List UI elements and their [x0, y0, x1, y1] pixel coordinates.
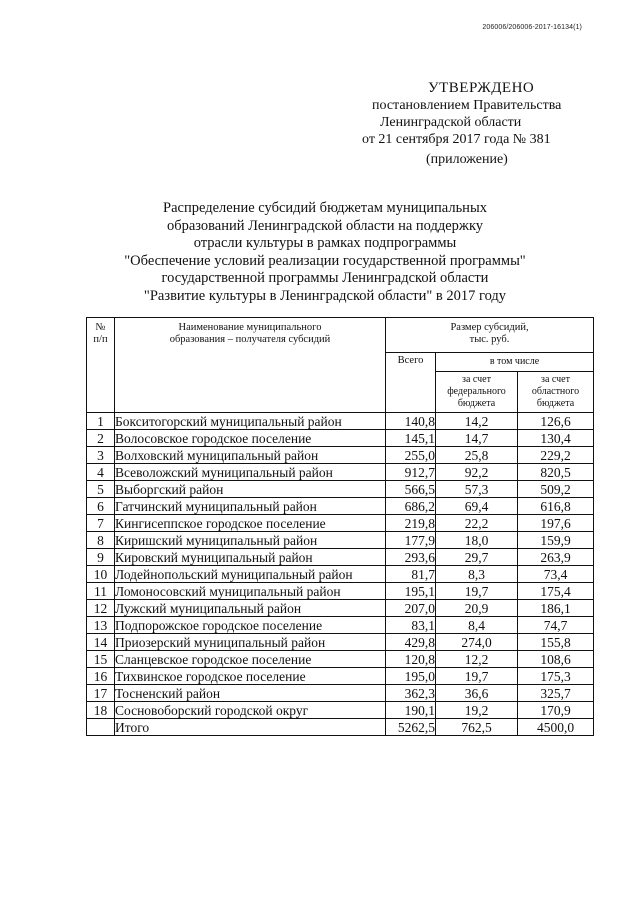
row-regional: 155,8: [518, 634, 594, 651]
table-row: [87, 566, 594, 583]
table-row: [87, 481, 594, 498]
row-total: 912,7: [386, 464, 436, 481]
row-number: 1: [87, 413, 115, 430]
table-row: [87, 583, 594, 600]
table-row: [87, 447, 594, 464]
row-total: 207,0: [386, 600, 436, 617]
row-total: 293,6: [386, 549, 436, 566]
row-federal: 92,2: [436, 464, 518, 481]
row-regional: 73,4: [518, 566, 594, 583]
row-federal: 57,3: [436, 481, 518, 498]
row-regional: 325,7: [518, 685, 594, 702]
row-federal: 8,4: [436, 617, 518, 634]
row-federal: 20,9: [436, 600, 518, 617]
heading-line: образований Ленинградской области на поддержку: [166, 217, 484, 234]
row-municipality: Выборгский район: [115, 481, 386, 498]
row-number: 13: [87, 617, 115, 634]
row-number: 16: [87, 668, 115, 685]
header-total: Всего: [386, 353, 436, 413]
row-total: 195,1: [386, 583, 436, 600]
row-municipality: Лужский муниципальный район: [115, 600, 386, 617]
row-number: 7: [87, 515, 115, 532]
header-number: № п/п: [87, 318, 115, 413]
document-heading: [80, 200, 570, 305]
row-federal: 29,7: [436, 549, 518, 566]
heading-line: "Развитие культуры в Ленинградской области" в 2017 году: [143, 287, 507, 304]
row-municipality: Тосненский район: [115, 685, 386, 702]
total-federal: 762,5: [436, 719, 518, 736]
row-federal: 12,2: [436, 651, 518, 668]
row-total: 177,9: [386, 532, 436, 549]
row-total: 686,2: [386, 498, 436, 515]
row-number: 12: [87, 600, 115, 617]
row-total: 190,1: [386, 702, 436, 719]
table-row: [87, 702, 594, 719]
row-number: 5: [87, 481, 115, 498]
row-federal: 22,2: [436, 515, 518, 532]
row-total: 140,8: [386, 413, 436, 430]
table-row: [87, 617, 594, 634]
row-regional: 175,3: [518, 668, 594, 685]
row-municipality: Подпорожское городское поселение: [115, 617, 386, 634]
row-federal: 8,3: [436, 566, 518, 583]
row-federal: 274,0: [436, 634, 518, 651]
row-municipality: Тихвинское городское поселение: [115, 668, 386, 685]
table-row: [87, 651, 594, 668]
table-row: [87, 532, 594, 549]
row-regional: 509,2: [518, 481, 594, 498]
row-number: 10: [87, 566, 115, 583]
subsidy-table: [86, 317, 594, 736]
row-number: 8: [87, 532, 115, 549]
row-municipality: Гатчинский муниципальный район: [115, 498, 386, 515]
table-row: [87, 600, 594, 617]
row-federal: 18,0: [436, 532, 518, 549]
row-regional: 616,8: [518, 498, 594, 515]
approval-line-3: от 21 сентября 2017 года № 381: [362, 132, 551, 147]
approval-line-4: (приложение): [426, 152, 508, 167]
row-municipality: Кировский муниципальный район: [115, 549, 386, 566]
row-number: 18: [87, 702, 115, 719]
row-total: 120,8: [386, 651, 436, 668]
table-row: [87, 464, 594, 481]
header-municipality: Наименование муниципального образования – получателя субсидий: [115, 318, 386, 413]
row-number: 14: [87, 634, 115, 651]
row-number: 2: [87, 430, 115, 447]
table-row: [87, 549, 594, 566]
table-row: [87, 515, 594, 532]
row-total: 566,5: [386, 481, 436, 498]
row-regional: 159,9: [518, 532, 594, 549]
row-municipality: Киришский муниципальный район: [115, 532, 386, 549]
approval-line-2: Ленинградской области: [380, 115, 522, 130]
table-row: [87, 668, 594, 685]
row-total: 219,8: [386, 515, 436, 532]
row-regional: 130,4: [518, 430, 594, 447]
row-federal: 19,7: [436, 668, 518, 685]
approval-line-1: постановлением Правительства: [372, 98, 562, 113]
row-regional: 820,5: [518, 464, 594, 481]
table-row: [87, 413, 594, 430]
total-total: 5262,5: [386, 719, 436, 736]
row-federal: 19,2: [436, 702, 518, 719]
row-federal: 19,7: [436, 583, 518, 600]
row-total: 362,3: [386, 685, 436, 702]
row-regional: 197,6: [518, 515, 594, 532]
row-number: 3: [87, 447, 115, 464]
row-municipality: Сланцевское городское поселение: [115, 651, 386, 668]
heading-line: "Обеспечение условий реализации государственной программы": [124, 252, 526, 269]
table-row: [87, 430, 594, 447]
heading-line: государственной программы Ленинградской области: [161, 270, 489, 286]
row-total: 145,1: [386, 430, 436, 447]
table-total-row: [87, 719, 594, 736]
row-regional: 229,2: [518, 447, 594, 464]
row-total: 83,1: [386, 617, 436, 634]
row-number: 11: [87, 583, 115, 600]
row-federal: 69,4: [436, 498, 518, 515]
header-subsidy-size: Размер субсидий, тыс. руб.: [386, 318, 594, 353]
approval-title: УТВЕРЖДЕНО: [428, 80, 535, 96]
row-number: 6: [87, 498, 115, 515]
row-regional: 126,6: [518, 413, 594, 430]
table-row: [87, 634, 594, 651]
row-municipality: Приозерский муниципальный район: [115, 634, 386, 651]
total-row-number: [87, 719, 115, 736]
heading-line: отрасли культуры в рамках подпрограммы: [193, 235, 457, 251]
row-regional: 170,9: [518, 702, 594, 719]
row-number: 9: [87, 549, 115, 566]
row-municipality: Бокситогорский муниципальный район: [115, 413, 386, 430]
total-regional: 4500,0: [518, 719, 594, 736]
row-total: 195,0: [386, 668, 436, 685]
row-regional: 108,6: [518, 651, 594, 668]
document-id: 206006/206006-2017-16134(1): [482, 24, 582, 31]
row-municipality: Сосновоборский городской округ: [115, 702, 386, 719]
row-number: 4: [87, 464, 115, 481]
table-row: [87, 498, 594, 515]
row-municipality: Лодейнопольский муниципальный район: [115, 566, 386, 583]
row-total: 81,7: [386, 566, 436, 583]
row-municipality: Волосовское городское поселение: [115, 430, 386, 447]
table-row: [87, 685, 594, 702]
row-federal: 36,6: [436, 685, 518, 702]
row-regional: 186,1: [518, 600, 594, 617]
header-including: в том числе: [436, 353, 594, 372]
row-number: 15: [87, 651, 115, 668]
header-federal: за счет федерального бюджета: [436, 372, 518, 413]
row-federal: 14,7: [436, 430, 518, 447]
heading-line: Распределение субсидий бюджетам муниципальных: [163, 200, 487, 216]
row-regional: 74,7: [518, 617, 594, 634]
row-regional: 263,9: [518, 549, 594, 566]
row-municipality: Волховский муниципальный район: [115, 447, 386, 464]
header-regional: за счет областного бюджета: [518, 372, 594, 413]
row-federal: 14,2: [436, 413, 518, 430]
total-label: Итого: [115, 719, 386, 736]
row-regional: 175,4: [518, 583, 594, 600]
approval-stamp: [360, 80, 580, 168]
row-total: 255,0: [386, 447, 436, 464]
row-municipality: Ломоносовский муниципальный район: [115, 583, 386, 600]
row-federal: 25,8: [436, 447, 518, 464]
row-total: 429,8: [386, 634, 436, 651]
row-number: 17: [87, 685, 115, 702]
row-municipality: Кингисеппское городское поселение: [115, 515, 386, 532]
row-municipality: Всеволожский муниципальный район: [115, 464, 386, 481]
